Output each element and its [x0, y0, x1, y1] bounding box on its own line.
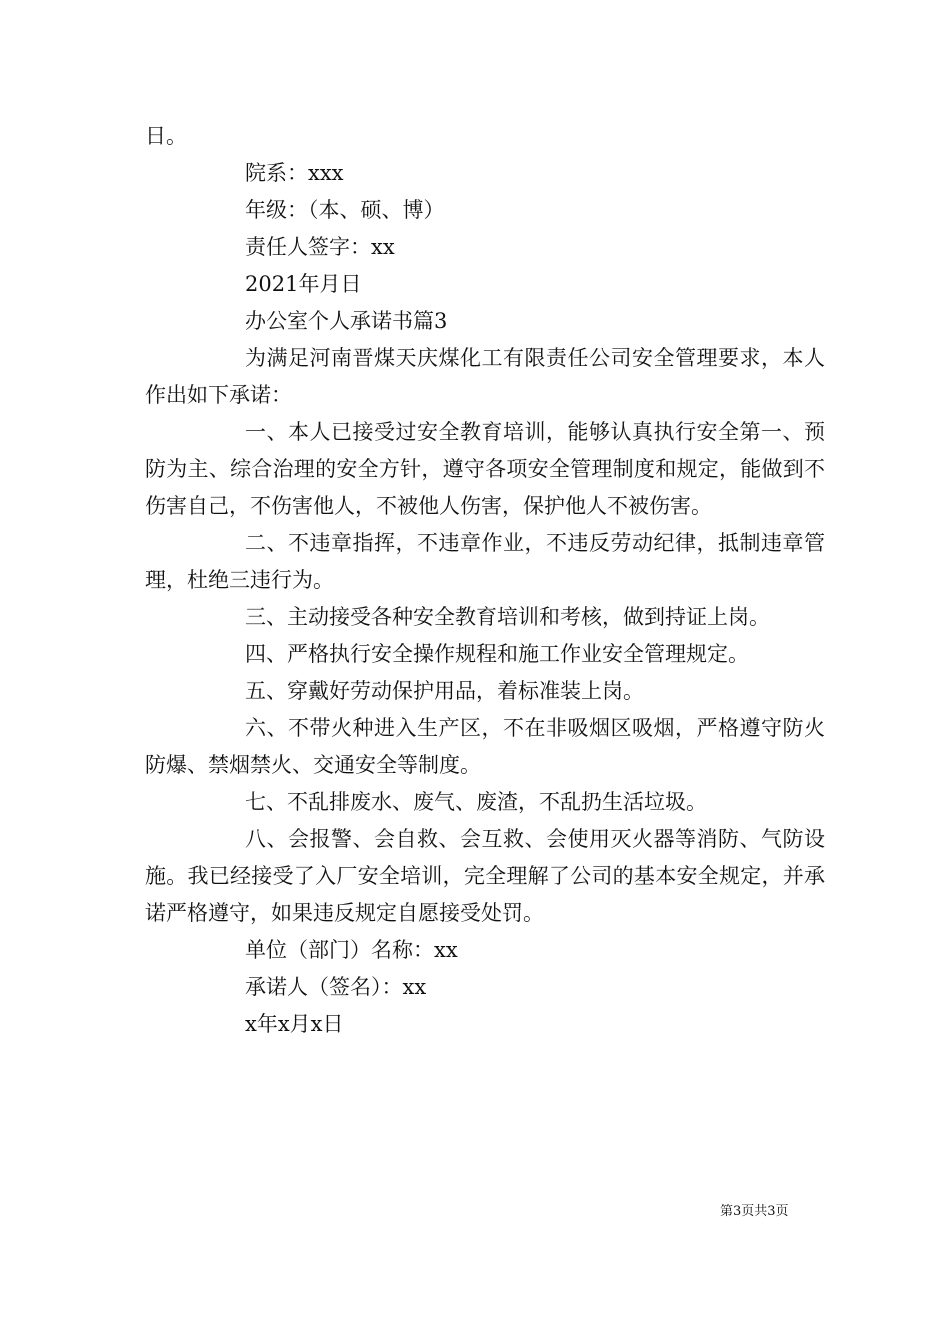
commitment-item-5: 五、穿戴好劳动保护用品，着标准装上岗。 — [245, 679, 644, 703]
continuation-text: 日。 — [145, 124, 187, 148]
closing-date-field: x年x月x日 — [245, 1012, 344, 1036]
intro-paragraph: 为满足河南晋煤天庆煤化工有限责任公司安全管理要求，本人作出如下承诺： — [145, 346, 825, 407]
page-indicator: 第3页共3页 — [720, 1204, 789, 1219]
promiser-signature-field: 承诺人（签名）：xx — [245, 975, 427, 999]
commitment-item-4: 四、严格执行安全操作规程和施工作业安全管理规定。 — [245, 642, 749, 666]
unit-name-field: 单位（部门）名称：xx — [245, 938, 458, 962]
commitment-item-6: 六、不带火种进入生产区，不在非吸烟区吸烟，严格遵守防火防爆、禁烟禁火、交通安全等制度。 — [145, 716, 825, 777]
department-field: 院系：xxx — [245, 161, 344, 185]
date-field: 2021年月日 — [245, 272, 362, 296]
commitment-item-2: 二、不违章指挥，不违章作业，不违反劳动纪律，抵制违章管理，杜绝三违行为。 — [145, 531, 825, 592]
commitment-item-7: 七、不乱排废水、废气、废渣，不乱扔生活垃圾。 — [245, 790, 707, 814]
section-title: 办公室个人承诺书篇3 — [245, 309, 448, 333]
commitment-item-3: 三、主动接受各种安全教育培训和考核，做到持证上岗。 — [245, 605, 770, 629]
signature-field: 责任人签字：xx — [245, 235, 395, 259]
grade-field: 年级：（本、硕、博） — [245, 198, 445, 222]
commitment-item-8: 八、会报警、会自救、会互救、会使用灭火器等消防、气防设施。我已经接受了入厂安全培训，完全理解了公司的基本安全规定，并承诺严格遵守，如果违反规定自愿接受处罚。 — [145, 827, 825, 925]
document-page — [145, 118, 825, 1043]
commitment-item-1: 一、本人已接受过安全教育培训，能够认真执行安全第一、预防为主、综合治理的安全方针，遵守各项安全管理制度和规定，能做到不伤害自己，不伤害他人，不被他人伤害，保护他人不被伤害。 — [145, 420, 825, 518]
